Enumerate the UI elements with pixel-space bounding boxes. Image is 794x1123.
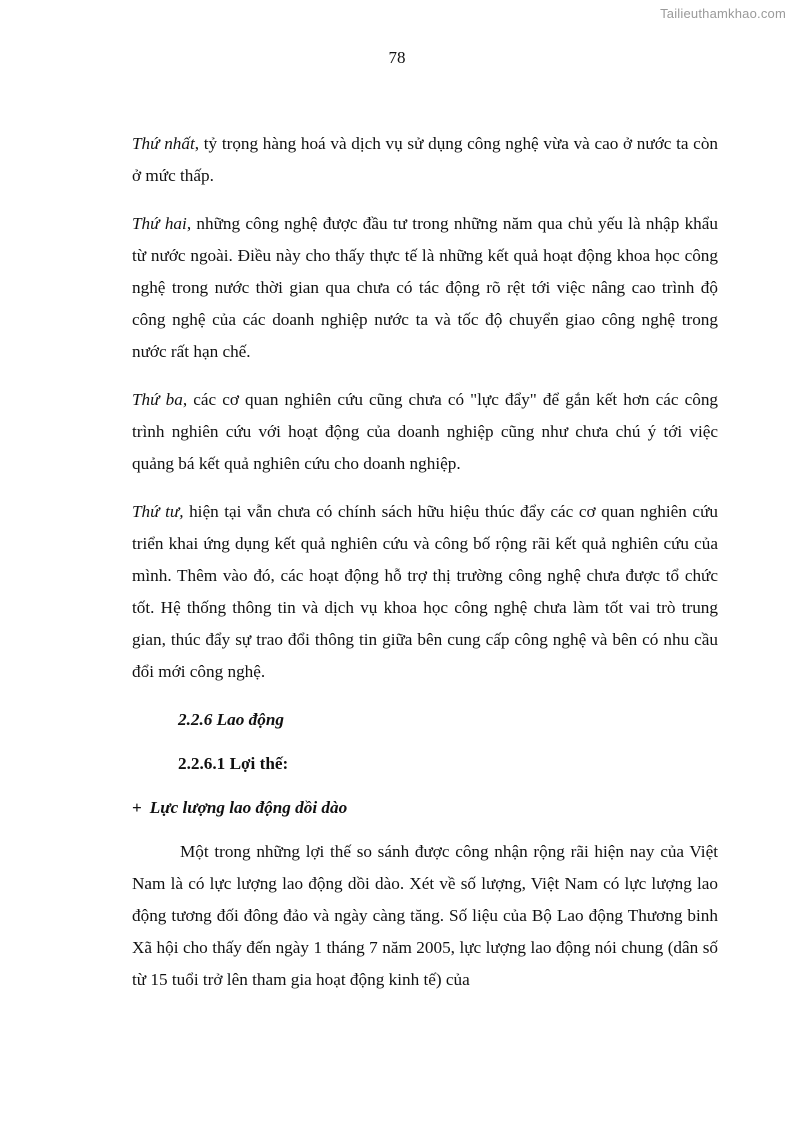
section-heading: 2.2.6 Lao động — [178, 710, 284, 729]
subsection-heading: 2.2.6.1 Lợi thế: — [178, 754, 289, 773]
bullet-heading — [132, 792, 718, 824]
document-body — [132, 128, 718, 1012]
paragraph-final: Một trong những lợi thế so sánh được công nhận rộng rãi hiện nay của Việt Nam là có lực lượng lao động dồi dào. Xét về số lượng, Việt Nam có lực lượng lao động tương đối đông đảo và ngày càng tăng. Số liệu của Bộ Lao động Thương binh Xã hội cho thấy đến ngày 1 tháng 7 năm 2005, lực lượng lao động nói chung (dân số từ 15 tuổi trở lên tham gia hoạt động kinh tế) của — [132, 842, 718, 989]
paragraph-first — [132, 128, 718, 192]
paragraph-fourth — [132, 496, 718, 688]
paragraph-lead: Thứ nhất — [132, 134, 195, 153]
watermark-text: Tailieuthamkhao.com — [660, 6, 786, 21]
paragraph-text: hiện tại vẫn chưa có chính sách hữu hiệu thúc đẩy các cơ quan nghiên cứu triển khai ứng dụng kết quả nghiên cứu và công bố rộng rãi kết quả nghiên cứu của mình. Thêm vào đó, các hoạt động hỗ trợ thị trường công nghệ chưa được tổ chức tốt. Hệ thống thông tin và dịch vụ khoa học công nghệ chưa làm tốt vai trò trung gian, thúc đẩy sự trao đổi thông tin giữa bên cung cấp công nghệ và bên có nhu cầu đổi mới công nghệ. — [132, 502, 718, 681]
paragraph-text: , những công nghệ được đầu tư trong những năm qua chủ yếu là nhập khẩu từ nước ngoài. Điều này cho thấy thực tế là những kết quả hoạt động khoa học công nghệ trong nước thời gian qua chưa có tác động rõ rệt tới việc nâng cao trình độ công nghệ của các doanh nghiệp nước ta và tốc độ chuyển giao công nghệ trong nước rất hạn chế. — [132, 214, 719, 361]
paragraph-text: , các cơ quan nghiên cứu cũng chưa có "lực đẩy" để gắn kết hơn các công trình nghiên cứu với hoạt động của doanh nghiệp cũng như chưa chú ý tới việc quảng bá kết quả nghiên cứu cho doanh nghiệp. — [132, 390, 719, 473]
paragraph-lead: Thứ tư, — [132, 502, 184, 521]
paragraph-third — [132, 384, 718, 480]
paragraph-second — [132, 208, 718, 368]
page-number: 78 — [388, 48, 406, 67]
paragraph-lead: Thứ hai — [132, 214, 187, 233]
paragraph-lead: Thứ ba — [132, 390, 183, 409]
bullet-text: Lực lượng lao động dồi dào — [149, 798, 348, 817]
paragraph-text: , tỷ trọng hàng hoá và dịch vụ sử dụng công nghệ vừa và cao ở nước ta còn ở mức thấp. — [132, 134, 719, 185]
bullet-mark: + — [132, 798, 142, 817]
